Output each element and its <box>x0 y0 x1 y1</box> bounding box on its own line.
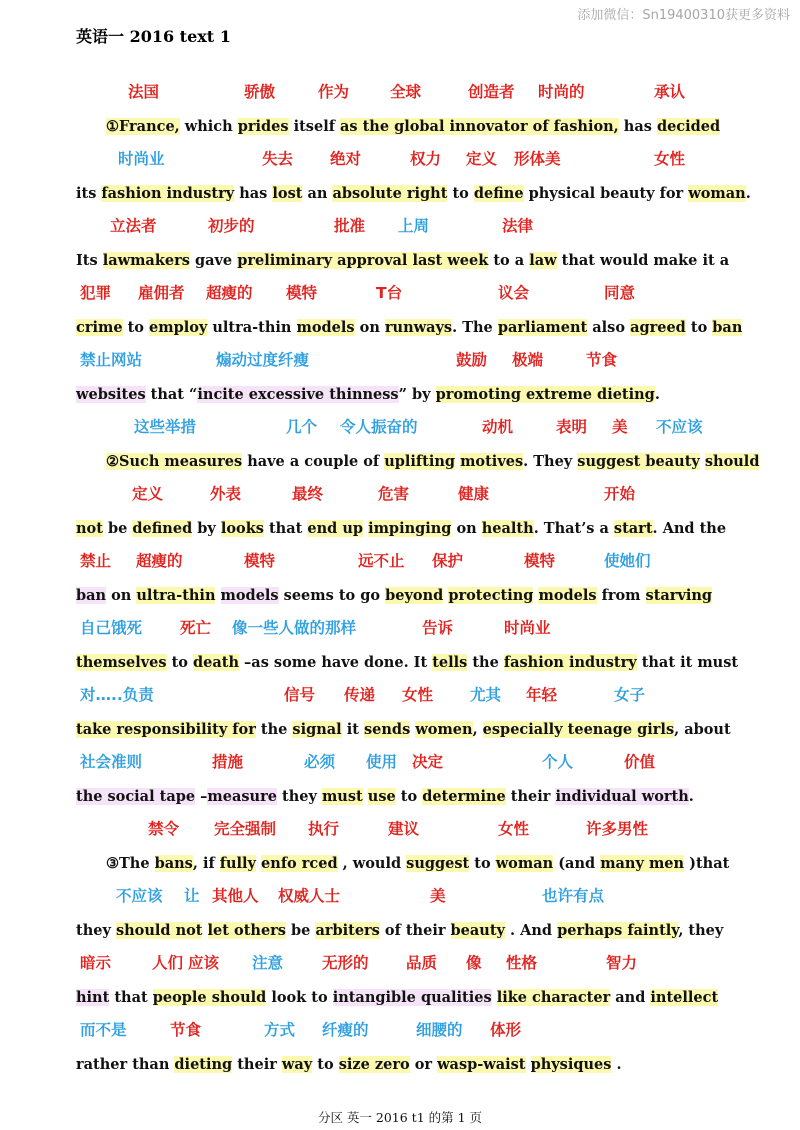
highlighted-phrase: ban <box>76 587 107 604</box>
gloss-word: 危害 <box>378 485 410 503</box>
english-line <box>76 517 726 541</box>
chinese-gloss-line <box>76 683 776 707</box>
text-run: gave <box>189 252 238 269</box>
gloss-word: 社会准则 <box>80 753 143 771</box>
gloss-word: 模特 <box>286 284 318 302</box>
highlighted-phrase: as the global innovator of fashion, <box>339 118 619 135</box>
highlighted-phrase: ban <box>712 319 743 336</box>
text-run <box>492 989 497 1006</box>
highlighted-phrase: preliminary approval <box>237 252 408 269</box>
gloss-word: 法律 <box>502 217 534 235</box>
text-run: –as some have done. It <box>239 654 433 671</box>
gloss-word: 初步的 <box>208 217 255 235</box>
gloss-word: 而不是 <box>80 1021 127 1039</box>
highlighted-phrase: employ <box>149 319 208 336</box>
highlighted-phrase: measure <box>207 788 277 805</box>
gloss-word: 禁止 <box>80 552 112 570</box>
chinese-gloss-line <box>76 817 776 841</box>
gloss-word: 超瘦的 <box>136 552 183 570</box>
highlighted-phrase: should not <box>115 922 203 939</box>
highlighted-phrase: promoting extreme dieting <box>435 386 655 403</box>
gloss-word: 动机 <box>482 418 514 436</box>
text-run: they <box>76 922 116 939</box>
gloss-word: 极端 <box>512 351 544 369</box>
english-line <box>76 383 660 407</box>
text-run: the <box>467 654 504 671</box>
text-run: Its <box>76 252 103 269</box>
gloss-word: 鼓励 <box>456 351 488 369</box>
gloss-word: 失去 <box>262 150 294 168</box>
text-run: ultra-thin <box>207 319 297 336</box>
highlighted-phrase: should <box>704 453 760 470</box>
english-line <box>76 316 742 340</box>
text-run: be <box>102 520 133 537</box>
gloss-word: 骄傲 <box>244 83 276 101</box>
gloss-word: 模特 <box>244 552 276 570</box>
gloss-word: 不应该 <box>656 418 703 436</box>
highlighted-phrase: ultra-thin <box>136 587 216 604</box>
text-run: . They <box>523 453 578 470</box>
gloss-word: 几个 <box>286 418 318 436</box>
gloss-word: 执行 <box>308 820 340 838</box>
text-run: or <box>409 1056 438 1073</box>
text-run: , would <box>337 855 407 872</box>
english-line <box>76 651 738 675</box>
text-run: . That’s a <box>533 520 614 537</box>
highlighted-phrase: arbiters <box>315 922 380 939</box>
highlighted-phrase: women <box>415 721 473 738</box>
gloss-word: 作为 <box>318 83 350 101</box>
text-run: on <box>354 319 385 336</box>
gloss-word: 细腰的 <box>416 1021 463 1039</box>
gloss-word: 对…..负责 <box>80 686 154 704</box>
english-line <box>76 718 731 742</box>
text-run: . <box>611 1056 622 1073</box>
gloss-word: 尤其 <box>470 686 502 704</box>
highlighted-phrase: models <box>220 587 279 604</box>
highlighted-phrase: wasp-waist <box>437 1056 526 1073</box>
english-line <box>76 785 694 809</box>
highlighted-phrase: physiques <box>530 1056 612 1073</box>
text-run: look to <box>266 989 333 1006</box>
highlighted-phrase: especially teenage girls <box>482 721 675 738</box>
english-line <box>76 986 718 1010</box>
watermark: 添加微信：Sn19400310获更多资料 <box>577 8 790 23</box>
gloss-word: 个人 <box>542 753 574 771</box>
gloss-word: 智力 <box>606 954 638 972</box>
text-run: and <box>610 989 651 1006</box>
text-run: , about <box>674 721 731 738</box>
highlighted-phrase: bans <box>154 855 193 872</box>
chinese-gloss-line <box>76 1018 776 1042</box>
gloss-word: 女性 <box>654 150 686 168</box>
highlighted-phrase: looks <box>220 520 264 537</box>
highlighted-phrase: lost <box>272 185 303 202</box>
gloss-word: 其他人 <box>212 887 259 905</box>
gloss-word: 告诉 <box>422 619 454 637</box>
gloss-word: 最终 <box>292 485 324 503</box>
text-run: , <box>472 721 483 738</box>
text-run: . The <box>452 319 498 336</box>
gloss-word: 建议 <box>388 820 420 838</box>
gloss-word: 健康 <box>458 485 490 503</box>
gloss-word: 创造者 <box>468 83 515 101</box>
highlighted-phrase: size zero <box>338 1056 410 1073</box>
highlighted-phrase: not <box>76 520 103 537</box>
gloss-word: 不应该 <box>116 887 163 905</box>
gloss-word: 定义 <box>132 485 164 503</box>
gloss-word: 时尚业 <box>118 150 165 168</box>
gloss-word: 超瘦的 <box>206 284 253 302</box>
text-run: . And <box>504 922 558 939</box>
text-run: seems to go <box>278 587 386 604</box>
gloss-word: 性格 <box>506 954 538 972</box>
highlighted-phrase: hint <box>76 989 110 1006</box>
gloss-word: 让 <box>184 887 200 905</box>
highlighted-phrase: health <box>481 520 534 537</box>
text-run: that it must <box>636 654 739 671</box>
highlighted-phrase: use <box>367 788 396 805</box>
highlighted-phrase: end up <box>307 520 364 537</box>
gloss-word: 时尚的 <box>538 83 585 101</box>
highlighted-phrase: parliament <box>497 319 588 336</box>
text-run: to <box>447 185 474 202</box>
english-line <box>76 182 751 206</box>
highlighted-phrase: models <box>296 319 355 336</box>
gloss-word: 信号 <box>284 686 316 704</box>
highlighted-phrase: starving <box>645 587 713 604</box>
chinese-gloss-line <box>76 750 776 774</box>
gloss-word: 表明 <box>556 418 588 436</box>
gloss-word: 时尚业 <box>504 619 551 637</box>
highlighted-phrase: intellect <box>650 989 719 1006</box>
gloss-word: 煽动过度纤瘦 <box>216 351 310 369</box>
text-run: has <box>618 118 657 135</box>
chinese-gloss-line <box>76 214 776 238</box>
gloss-word: 批准 <box>334 217 366 235</box>
chinese-gloss-line <box>76 415 776 439</box>
gloss-word: 年轻 <box>526 686 558 704</box>
highlighted-phrase: law <box>529 252 557 269</box>
text-run: . <box>688 788 694 805</box>
text-run: their <box>505 788 556 805</box>
text-run: – <box>195 788 208 805</box>
highlighted-phrase: websites <box>76 386 146 403</box>
gloss-word: 体形 <box>490 1021 522 1039</box>
chinese-gloss-line <box>76 884 776 908</box>
gloss-word: 权力 <box>410 150 442 168</box>
text-run: to <box>395 788 423 805</box>
english-line <box>76 1053 622 1077</box>
text-run: . <box>745 185 751 202</box>
highlighted-phrase: beauty <box>450 922 505 939</box>
highlighted-phrase: intangible qualities <box>332 989 492 1006</box>
highlighted-phrase: must <box>321 788 363 805</box>
highlighted-phrase: agreed <box>630 319 686 336</box>
text-run: itself <box>288 118 340 135</box>
highlighted-phrase: runways <box>384 319 453 336</box>
text-run: . <box>654 386 660 403</box>
highlighted-phrase: dieting <box>174 1056 233 1073</box>
gloss-word: 使用 <box>366 753 398 771</box>
chinese-gloss-line <box>76 80 776 104</box>
gloss-word: 纤瘦的 <box>322 1021 369 1039</box>
gloss-word: 上周 <box>398 217 430 235</box>
gloss-word: 女性 <box>402 686 434 704</box>
gloss-word: 雇佣者 <box>138 284 185 302</box>
chinese-gloss-line <box>76 147 776 171</box>
gloss-word: 使她们 <box>604 552 651 570</box>
highlighted-phrase: take responsibility for <box>76 721 256 738</box>
highlighted-phrase: crime <box>76 319 123 336</box>
gloss-word: 措施 <box>212 753 244 771</box>
text-run: they <box>276 788 322 805</box>
highlighted-phrase: lawmakers <box>102 252 190 269</box>
gloss-word: 美 <box>430 887 446 905</box>
text-run: from <box>596 587 646 604</box>
chinese-gloss-line <box>76 482 776 506</box>
highlighted-phrase: let others <box>207 922 286 939</box>
gloss-word: 许多男性 <box>586 820 649 838</box>
chinese-gloss-line <box>76 348 776 372</box>
gloss-word: 保护 <box>432 552 464 570</box>
gloss-word: 传递 <box>344 686 376 704</box>
text-run <box>215 587 220 604</box>
highlighted-phrase: define <box>473 185 524 202</box>
text-run: an <box>302 185 333 202</box>
text-run: , they <box>678 922 724 939</box>
highlighted-phrase: determine <box>422 788 506 805</box>
gloss-word: 自己饿死 <box>80 619 143 637</box>
highlighted-phrase: start <box>613 520 653 537</box>
highlighted-phrase: motives <box>460 453 524 470</box>
chinese-gloss-line <box>76 549 776 573</box>
gloss-word: 暗示 <box>80 954 112 972</box>
gloss-word: 同意 <box>604 284 636 302</box>
gloss-word: 定义 <box>466 150 498 168</box>
text-run: that “ <box>145 386 198 403</box>
gloss-word: 人们 <box>152 954 184 972</box>
text-run: on <box>451 520 482 537</box>
gloss-word: 方式 <box>264 1021 296 1039</box>
highlighted-phrase: defined <box>132 520 193 537</box>
gloss-word: 法国 <box>128 83 160 101</box>
chinese-gloss-line <box>76 951 776 975</box>
gloss-word: 死亡 <box>180 619 212 637</box>
text-run: that <box>109 989 153 1006</box>
page-footer: 分区 英一 2016 t1 的第 1 页 <box>317 1110 483 1125</box>
english-line <box>106 852 729 876</box>
text-run: )that <box>684 855 730 872</box>
highlighted-phrase: enfo rced <box>261 855 338 872</box>
text-run: physical beauty for <box>523 185 689 202</box>
gloss-word: 女性 <box>498 820 530 838</box>
text-run: that <box>263 520 308 537</box>
gloss-word: 女子 <box>614 686 646 704</box>
gloss-word: 权威人士 <box>278 887 341 905</box>
gloss-word: 应该 <box>188 954 220 972</box>
highlighted-phrase: uplifting <box>384 453 456 470</box>
english-line <box>76 919 723 943</box>
highlighted-phrase: way <box>281 1056 313 1073</box>
highlighted-phrase: ①France, <box>106 118 180 135</box>
gloss-word: 节食 <box>170 1021 202 1039</box>
highlighted-phrase: protecting <box>448 587 534 604</box>
chinese-gloss-line <box>76 281 776 305</box>
gloss-word: 全球 <box>390 83 422 101</box>
text-run: ③The <box>106 855 155 872</box>
gloss-word: 这些举措 <box>134 418 197 436</box>
gloss-word: 注意 <box>252 954 284 972</box>
highlighted-phrase: sends <box>364 721 411 738</box>
highlighted-phrase: themselves <box>76 654 167 671</box>
highlighted-phrase: fashion industry <box>503 654 637 671</box>
gloss-word: 令人振奋的 <box>340 418 418 436</box>
highlighted-phrase: tells <box>432 654 468 671</box>
gloss-word: 议会 <box>498 284 530 302</box>
text-run: its <box>76 185 102 202</box>
gloss-word: 禁令 <box>148 820 180 838</box>
gloss-word: 远不止 <box>358 552 405 570</box>
gloss-word: T台 <box>376 284 403 302</box>
chinese-gloss-line <box>76 616 776 640</box>
text-run: which <box>179 118 238 135</box>
highlighted-phrase: models <box>538 587 597 604</box>
gloss-word: 犯罪 <box>80 284 112 302</box>
highlighted-phrase: beyond <box>385 587 444 604</box>
highlighted-phrase: perhaps faintly <box>557 922 679 939</box>
gloss-word: 模特 <box>524 552 556 570</box>
highlighted-phrase: prides <box>237 118 289 135</box>
highlighted-phrase: woman <box>688 185 746 202</box>
text-run: of their <box>379 922 451 939</box>
text-run: . And the <box>652 520 727 537</box>
highlighted-phrase: like character <box>496 989 611 1006</box>
highlighted-phrase: decided <box>656 118 721 135</box>
gloss-word: 完全强制 <box>214 820 277 838</box>
highlighted-phrase: many men <box>600 855 685 872</box>
gloss-word: 决定 <box>412 753 444 771</box>
gloss-word: 价值 <box>624 753 656 771</box>
gloss-word: 开始 <box>604 485 636 503</box>
gloss-word: 节食 <box>586 351 618 369</box>
gloss-word: 无形的 <box>322 954 369 972</box>
text-run: that would make it a <box>556 252 730 269</box>
text-run <box>526 1056 531 1073</box>
gloss-word: 像 <box>466 954 482 972</box>
text-run: also <box>587 319 631 336</box>
document-title: 英语一 2016 text 1 <box>76 27 231 46</box>
text-run: have a couple of <box>242 453 385 470</box>
text-run: on <box>106 587 137 604</box>
text-run: to a <box>488 252 530 269</box>
gloss-word: 必须 <box>304 753 336 771</box>
gloss-word: 形体美 <box>514 150 561 168</box>
text-run: it <box>341 721 364 738</box>
highlighted-phrase: fully <box>219 855 256 872</box>
gloss-word: 像一些人做的那样 <box>232 619 357 637</box>
highlighted-phrase: the social tape <box>76 788 196 805</box>
text-run: to <box>122 319 150 336</box>
text-run: to <box>166 654 193 671</box>
highlighted-phrase: fashion industry <box>101 185 235 202</box>
english-line <box>76 584 712 608</box>
text-run: has <box>234 185 273 202</box>
gloss-word: 品质 <box>406 954 438 972</box>
highlighted-phrase: absolute right <box>332 185 448 202</box>
gloss-word: 绝对 <box>330 150 362 168</box>
text-run: to <box>312 1056 339 1073</box>
text-run: the <box>255 721 293 738</box>
gloss-word: 承认 <box>654 83 686 101</box>
text-run: be <box>285 922 316 939</box>
highlighted-phrase: impinging <box>368 520 452 537</box>
highlighted-phrase: ②Such measures <box>106 453 243 470</box>
highlighted-phrase: people should <box>152 989 267 1006</box>
text-run: to <box>469 855 496 872</box>
gloss-word: 禁止网站 <box>80 351 143 369</box>
highlighted-phrase: suggest <box>406 855 470 872</box>
text-run: (and <box>553 855 601 872</box>
highlighted-phrase: woman <box>495 855 554 872</box>
highlighted-phrase: signal <box>292 721 342 738</box>
text-run: , if <box>192 855 220 872</box>
highlighted-phrase: death <box>193 654 239 671</box>
text-run: rather than <box>76 1056 175 1073</box>
english-line <box>76 249 729 273</box>
highlighted-phrase: last week <box>407 252 489 269</box>
english-line <box>106 450 759 474</box>
text-run: by <box>192 520 221 537</box>
gloss-word: 美 <box>612 418 628 436</box>
highlighted-phrase: suggest beauty <box>577 453 700 470</box>
text-run: ” by <box>398 386 436 403</box>
text-run: to <box>685 319 713 336</box>
gloss-word: 立法者 <box>110 217 157 235</box>
text-run: their <box>232 1056 282 1073</box>
highlighted-phrase: incite excessive thinness <box>197 386 399 403</box>
gloss-word: 也许有点 <box>542 887 605 905</box>
highlighted-phrase: individual worth <box>555 788 689 805</box>
english-line <box>106 115 720 139</box>
gloss-word: 外表 <box>210 485 242 503</box>
text-run <box>202 922 207 939</box>
